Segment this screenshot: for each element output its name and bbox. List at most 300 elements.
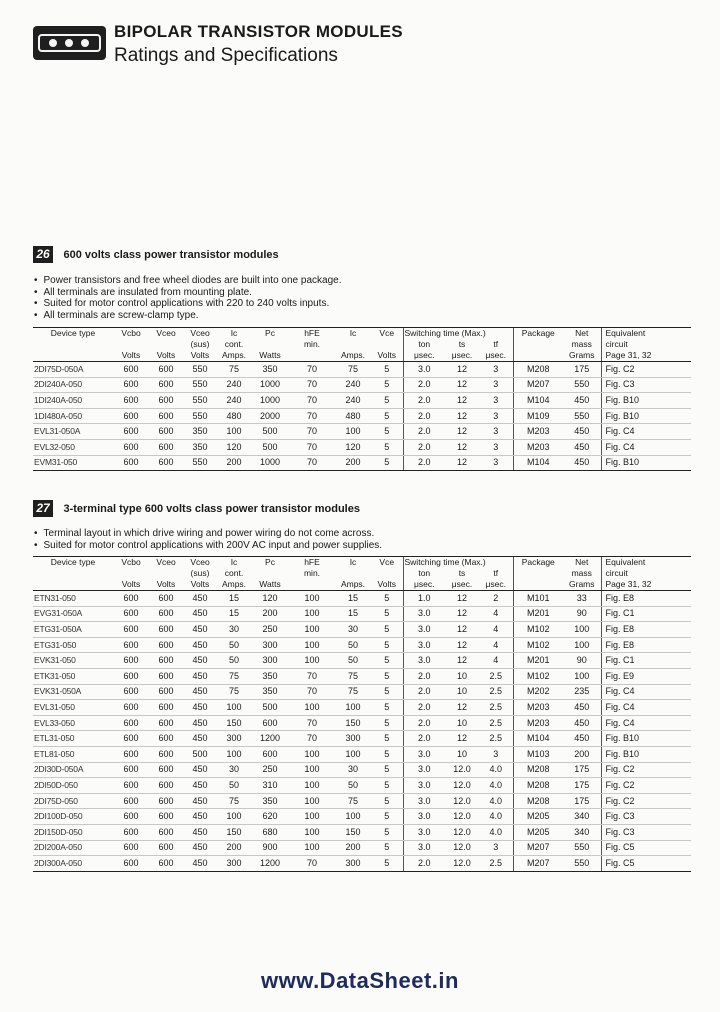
table-header-row [33,557,691,591]
table-cell: 100 [289,762,335,778]
column-header-h3: Volts [156,350,176,360]
table-cell: 450 [183,809,217,825]
column-header [251,557,289,591]
table-cell: 240 [335,377,371,393]
table-cell: 100 [217,424,251,440]
table-cell: 5 [371,824,403,840]
table-cell: 3 [479,377,513,393]
table-cell: 340 [563,809,601,825]
table-cell: 450 [183,762,217,778]
table-cell: 450 [183,668,217,684]
table-cell: 3.0 [403,653,445,669]
table-cell: 12 [445,653,479,669]
table-cell: 200 [563,746,601,762]
table-cell: 5 [371,809,403,825]
table-cell: M102 [513,668,563,684]
table-cell: 600 [149,424,183,440]
table-cell: 450 [183,778,217,794]
section-title: 600 volts class power transistor modules [63,248,279,261]
table-cell: 600 [149,622,183,638]
table-cell: 2.0 [403,424,445,440]
table-cell: 500 [251,424,289,440]
table-cell: 150 [217,824,251,840]
table-cell: 600 [113,746,149,762]
table-cell: 3.0 [403,824,445,840]
table-cell: 12.0 [445,793,479,809]
table-cell: 5 [371,408,403,424]
column-header-h3: Volts [190,350,210,360]
table-cell: 600 [113,439,149,455]
table-cell: 90 [563,606,601,622]
table-cell: 100 [289,591,335,607]
table-cell: 500 [251,439,289,455]
table-cell: 450 [563,700,601,716]
table-cell: 450 [183,606,217,622]
table-cell: 1.0 [403,591,445,607]
table-cell: M207 [513,377,563,393]
table-cell: Fig. B10 [601,408,691,424]
table-cell: 70 [289,731,335,747]
table-cell: 3.0 [403,622,445,638]
section-title: 3-terminal type 600 volts class power transistor modules [63,502,360,515]
column-header-h3: μsec. [485,579,506,589]
table-cell: 5 [371,731,403,747]
table-cell: 15 [335,606,371,622]
table-row [33,793,691,809]
table-cell: 12.0 [445,778,479,794]
table-cell: 30 [335,622,371,638]
column-header-h1: Ic [230,557,238,567]
company-logo [33,26,106,60]
column-header [183,328,217,362]
table-cell: 300 [335,856,371,872]
table-row [33,731,691,747]
table-cell: 1200 [251,731,289,747]
table-cell: 75 [217,668,251,684]
table-cell: 33 [563,591,601,607]
table-cell: 3.0 [403,637,445,653]
table-cell: M102 [513,637,563,653]
column-header-h2: circuit [605,568,628,578]
section-heading-26 [33,246,279,264]
column-header-h3: Page 31, 32 [605,579,652,589]
column-header [601,557,691,591]
table-cell: 100 [563,668,601,684]
column-header-h1: Vceo [190,557,210,567]
table-cell: 450 [563,715,601,731]
table-cell: 550 [183,362,217,378]
table-cell: 450 [183,793,217,809]
bullet-item: • Terminal layout in which drive wiring and power wiring do not come across. [34,528,382,540]
spec-table-27 [33,556,691,872]
table-cell: 3 [479,362,513,378]
device-type-cell: ETK31-050 [33,668,113,684]
table-cell: 100 [289,778,335,794]
table-cell: 3.0 [403,362,445,378]
table-cell: 600 [149,377,183,393]
table-cell: 600 [149,606,183,622]
table-cell: 3 [479,424,513,440]
table-cell: 5 [371,455,403,471]
table-cell: 450 [563,439,601,455]
column-header-h3: Grams [569,350,595,360]
bullet-item: • Suited for motor control applications with 200V AC input and power supplies. [34,540,382,552]
device-type-cell: 2DI100D-050 [33,809,113,825]
column-header [513,557,563,591]
column-header-h2: cont. [224,568,244,578]
table-cell: 450 [563,424,601,440]
column-header-h3: Amps. [340,350,366,360]
column-header-h2 [372,339,402,350]
table-cell: 600 [113,653,149,669]
table-cell: 70 [289,424,335,440]
column-header-h3: μsec. [414,579,435,589]
table-cell: 4 [479,606,513,622]
column-header [251,328,289,362]
table-cell: 600 [149,809,183,825]
table-row [33,637,691,653]
column-header-h2 [150,339,182,350]
table-cell: 70 [289,393,335,409]
table-cell: 120 [251,591,289,607]
table-cell: 600 [149,856,183,872]
device-type-cell: EVM31-050 [33,455,113,471]
table-cell: 600 [149,362,183,378]
bullet-item: • Suited for motor control applications with 220 to 240 volts inputs. [34,298,341,310]
table-cell: 10 [445,715,479,731]
table-cell: 50 [335,637,371,653]
table-cell: M205 [513,809,563,825]
table-cell: 600 [113,762,149,778]
table-cell: 450 [183,622,217,638]
column-header-h3 [290,579,334,590]
section-bullets-26 [34,275,341,321]
table-cell: 600 [149,715,183,731]
table-cell: 550 [563,408,601,424]
table-row [33,606,691,622]
table-cell: 12 [445,377,479,393]
table-cell: 4 [479,622,513,638]
table-cell: 240 [217,393,251,409]
column-header-h1: Ic [349,328,357,338]
table-cell: 12.0 [445,824,479,840]
column-header-h2: cont. [224,339,244,349]
table-cell: 12.0 [445,840,479,856]
table-cell: 12 [445,700,479,716]
section-number-badge: 27 [33,500,53,517]
table-cell: 600 [149,778,183,794]
table-cell: 12 [445,362,479,378]
table-cell: 550 [183,377,217,393]
device-type-cell: EVL31-050A [33,424,113,440]
table-cell: 900 [251,840,289,856]
table-cell: Fig. C2 [601,762,691,778]
device-type-cell: ETL81-050 [33,746,113,762]
table-cell: 15 [335,591,371,607]
table-header-row [33,328,691,362]
column-header-h1: Vce [379,328,395,338]
column-header-h1: Device type [50,557,96,567]
column-header-h3: Watts [259,350,281,360]
column-header-h1: Ic [230,328,238,338]
section-number-badge: 26 [33,246,53,263]
table-row [33,591,691,607]
table-cell: Fig. C3 [601,377,691,393]
table-cell: Fig. C5 [601,856,691,872]
table-row [33,377,691,393]
table-cell: 70 [289,362,335,378]
column-header-h3: Volts [156,579,176,589]
table-cell: 12.0 [445,856,479,872]
table-cell: Fig. B10 [601,731,691,747]
table-cell: 450 [563,455,601,471]
table-cell: 600 [113,424,149,440]
table-cell: 600 [149,824,183,840]
table-cell: 100 [335,746,371,762]
table-cell: Fig. B10 [601,455,691,471]
table-cell: Fig. C4 [601,424,691,440]
table-row [33,622,691,638]
table-cell: 100 [217,700,251,716]
table-cell: 1200 [251,856,289,872]
table-cell: 12 [445,731,479,747]
column-header-h1: Pc [265,557,275,567]
table-cell: 2.0 [403,408,445,424]
device-type-cell: ETN31-050 [33,591,113,607]
column-header-h1: Vcbo [121,557,141,567]
table-cell: 30 [217,762,251,778]
table-cell: 100 [335,809,371,825]
table-cell: Fig. C4 [601,684,691,700]
column-header-h1: hFE [304,557,320,567]
table-cell: 5 [371,377,403,393]
table-row [33,668,691,684]
device-type-cell: 2DI300A-050 [33,856,113,872]
column-header-h3: μsec. [485,350,506,360]
table-row [33,700,691,716]
table-cell: 70 [289,439,335,455]
section-heading-27 [33,500,360,518]
table-cell: 235 [563,684,601,700]
table-row [33,439,691,455]
column-header-h3: Grams [569,579,595,589]
table-cell: 600 [113,668,149,684]
table-cell: 310 [251,778,289,794]
table-row [33,424,691,440]
table-cell: 2.0 [403,455,445,471]
table-cell: 4.0 [479,793,513,809]
table-cell: 5 [371,622,403,638]
table-cell: 75 [335,793,371,809]
device-type-cell: ETL31-050 [33,731,113,747]
column-header-h3: Volts [121,579,141,589]
column-header-h1: Device type [50,328,96,338]
device-type-cell: ETG31-050 [33,637,113,653]
table-cell: 3.0 [403,606,445,622]
table-cell: 600 [251,715,289,731]
table-row [33,840,691,856]
table-cell: M208 [513,793,563,809]
table-cell: 100 [563,622,601,638]
table-cell: 5 [371,606,403,622]
table-cell: 100 [289,622,335,638]
table-cell: 600 [149,793,183,809]
column-header-h2: ts [458,568,466,578]
table-cell: 2.5 [479,731,513,747]
table-cell: 175 [563,778,601,794]
table-cell: 600 [149,637,183,653]
column-header [371,328,403,362]
table-cell: 70 [289,377,335,393]
table-cell: 450 [183,731,217,747]
table-cell: 100 [289,824,335,840]
table-cell: 70 [289,408,335,424]
table-cell: 3 [479,746,513,762]
table-row [33,393,691,409]
column-header-h2: tf [493,339,499,349]
column-header-h2 [336,339,370,350]
table-cell: 350 [251,793,289,809]
table-cell: 100 [289,606,335,622]
column-header-h2: tf [493,568,499,578]
column-header [149,557,183,591]
table-row [33,762,691,778]
table-cell: Fig. C3 [601,809,691,825]
column-header [113,328,149,362]
table-cell: 5 [371,668,403,684]
table-row [33,856,691,872]
table-cell: 1000 [251,455,289,471]
table-cell: 5 [371,762,403,778]
table-cell: M201 [513,653,563,669]
table-cell: 100 [289,793,335,809]
column-header-h1: Net [575,557,589,567]
column-header [149,328,183,362]
table-cell: 600 [113,408,149,424]
table-cell: 600 [113,809,149,825]
table-cell: 300 [251,637,289,653]
column-header [289,557,335,591]
table-cell: 3.0 [403,840,445,856]
column-header-h2 [114,568,148,579]
column-header-h2 [150,568,182,579]
table-cell: 4 [479,653,513,669]
table-cell: 600 [113,778,149,794]
page-subtitle: Ratings and Specifications [114,45,338,66]
table-cell: 1000 [251,377,289,393]
table-cell: 450 [183,840,217,856]
column-header [335,328,371,362]
column-header [183,557,217,591]
table-cell: M205 [513,824,563,840]
table-cell: 600 [149,591,183,607]
table-cell: 200 [251,606,289,622]
table-cell: 450 [183,824,217,840]
table-cell: 5 [371,746,403,762]
table-cell: 5 [371,362,403,378]
table-cell: 12 [445,606,479,622]
table-cell: 2.0 [403,715,445,731]
table-cell: 12 [445,637,479,653]
table-cell: 30 [217,622,251,638]
column-header-h3: μsec. [414,350,435,360]
column-header-h2: ts [458,339,466,349]
table-cell: 100 [217,746,251,762]
table-cell: 50 [335,653,371,669]
table-cell: 4.0 [479,778,513,794]
device-type-cell: 2DI150D-050 [33,824,113,840]
column-header-h1: Vcbo [121,328,141,338]
footer-watermark[interactable]: www.DataSheet.in [261,968,459,993]
table-cell: 600 [113,684,149,700]
table-cell: 90 [563,653,601,669]
table-cell: 300 [217,856,251,872]
table-cell: 3 [479,840,513,856]
table-cell: M202 [513,684,563,700]
table-cell: 10 [445,668,479,684]
table-cell: 5 [371,653,403,669]
table-cell: 450 [183,684,217,700]
column-header-h1: Package [521,328,555,338]
table-cell: 600 [251,746,289,762]
column-header [335,557,371,591]
table-cell: 75 [217,684,251,700]
table-cell: 70 [289,715,335,731]
column-header-h3 [34,350,112,361]
column-header-h1: Ic [349,557,357,567]
column-header-h3: Page 31, 32 [605,350,652,360]
table-cell: 5 [371,700,403,716]
table-cell: 600 [149,393,183,409]
table-cell: M203 [513,715,563,731]
column-header-h2: mass [571,568,592,578]
table-cell: 50 [217,637,251,653]
table-cell: 2 [479,591,513,607]
device-type-cell: EVL33-050 [33,715,113,731]
table-cell: 12 [445,393,479,409]
column-header [563,328,601,362]
table-cell: 5 [371,424,403,440]
table-cell: 600 [149,408,183,424]
table-cell: M101 [513,591,563,607]
table-cell: 5 [371,393,403,409]
table-cell: 600 [149,439,183,455]
table-cell: 75 [335,362,371,378]
table-cell: Fig. E8 [601,637,691,653]
table-cell: 175 [563,362,601,378]
table-cell: 2.0 [403,731,445,747]
table-cell: M104 [513,455,563,471]
column-header [217,328,251,362]
table-cell: 2.0 [403,439,445,455]
table-cell: 600 [113,393,149,409]
device-type-cell: 2DI75D-050A [33,362,113,378]
column-header-h2: ton [418,568,431,578]
column-header-h2 [252,339,288,350]
table-cell: 450 [183,591,217,607]
table-cell: 100 [335,424,371,440]
table-cell: 300 [335,731,371,747]
table-cell: 75 [335,668,371,684]
table-cell: 300 [251,653,289,669]
table-cell: Fig. C2 [601,778,691,794]
table-cell: 12.0 [445,762,479,778]
table-cell: 240 [335,393,371,409]
device-type-cell: 1DI480A-050 [33,408,113,424]
device-type-cell: 2DI75D-050 [33,793,113,809]
column-header [371,557,403,591]
column-header-h2: (sus) [190,339,210,349]
